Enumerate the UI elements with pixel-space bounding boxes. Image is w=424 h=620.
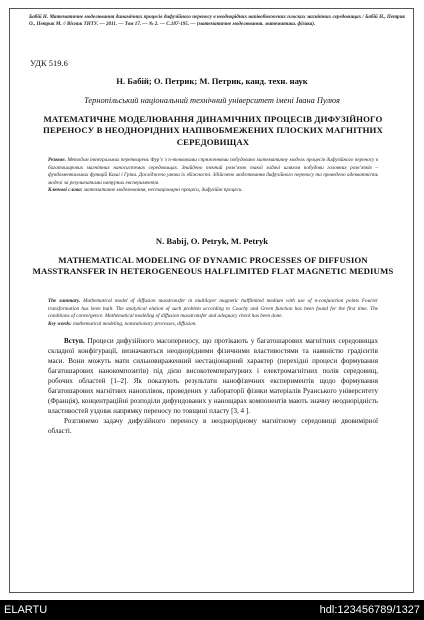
footer-bar — [0, 600, 424, 620]
title-english: MATHEMATICAL MODELING OF DYNAMIC PROCESSES OF DIFFUSION MASSTRANSFER IN HETEROGENEOUS HALFLIMITED FLAT MAGNETIC MEDIUMS — [32, 255, 394, 277]
paragraph-text: Розглянемо задачу дифузійного переносу в неоднорідному магнітному середовищі двовимірної області. — [48, 417, 378, 436]
section-heading: Вступ. — [64, 337, 85, 345]
handle-identifier[interactable]: hdl:123456789/1327 — [319, 604, 420, 616]
abstract-lead: Резюме. — [48, 157, 66, 163]
abstract-english — [48, 298, 378, 328]
paragraph — [48, 416, 378, 436]
body-text — [48, 336, 378, 436]
authors-english: N. Babij, O. Petryk, M. Petryk — [155, 236, 269, 246]
affiliation: Тернопільський національний технічний університет імені Івана Пулюя — [84, 96, 340, 105]
keywords-text: mathematical modeling, nonstationary processes, diffusion. — [73, 320, 197, 327]
title-ukrainian: МАТЕМАТИЧНЕ МОДЕЛЮВАННЯ ДИНАМІЧНИХ ПРОЦЕСІВ ДИФУЗІЙНОГО ПЕРЕНОСУ В НЕОДНОРІДНИХ НАПІВОБМЕЖЕНИХ ПЛОСКИХ МАГНІТНИХ СЕРЕДОВИЩАХ — [43, 114, 383, 147]
repository-name: ELARTU — [4, 604, 48, 616]
keywords-text: математичне моделювання, нестаціонарні процеси, дифузійні процеси. — [83, 187, 243, 194]
paragraph-text: Процеси дифузійного масопереносу, що протікають у багатошарових магнітних середовищах складної конфігурації, визначаються неоднорідними фізичними властивостями та наявністю градієнтів маси. Вони можуть мати сильновираженний нестаціонарний характер (перехідні процеси формування багатошарових нанокомпозитів) під дією високотемпературних і електромагнітних полів середовищ, робочих областей [1–2]. Як показують результати нанофізичних експериментів щодо формування багатошарових магнітних наноплівок, проведених у лабораторії фізики матеріалів Руанського університету (Франція), концентраційні розподіли дифундованих у нанощарах компонентів мають значну неоднорідність властивостей уздовж напрямку переносу по товщині пласту [3, 4 ]. — [48, 337, 378, 416]
authors-ukrainian: Н. Бабій; О. Петрик; М. Петрик, канд. техн. наук — [116, 76, 308, 86]
abstract-text: Методом інтегральних перетворень Фур’є з n-точковими спряженнями побудовано математичну модель процесів дифузійного переносу в багатошарових магнітних наносистемах середовищах. Знайдено точний розв’язок такої задачі шляхом побудови головних розв’язків – фундаментальних функцій Коші і Гріна. Досліджено умови їх збіжності. Здійснено моделювання дифузійного переносу та проведено адекватність моделі за результатами натурних експериментів. — [48, 157, 378, 186]
keywords-label: Ключові слова: — [48, 187, 83, 194]
abstract-text: Mathematical model of diffusion masstransfer in multilayer magnetic halflimited medium with use of n-conjunction points Fourier transformation has been built. The analytical elution of such problem according to Couchy and Green function has been found for the first time. The conditions of convergence. Mathematical modeling of diffusion masstransfer and adequacy check has been done. — [48, 298, 378, 320]
keywords-label: Key words: — [48, 320, 72, 327]
abstract-ukrainian — [48, 157, 378, 195]
citation-header: Бабій Н. Математичне моделювання динамічних процесів дифузійного переносу в неоднорідних напівобмежених плоских магнітних середовищах / Бабій Н., Петрик О., Петрик М. // Вісник ТНТУ. — 2011. — Том 17. — № 2. — С.187-195. — (математичне моделювання. математика. фізика). — [29, 14, 405, 28]
paragraph — [48, 336, 378, 416]
abstract-lead: The summary. — [48, 298, 81, 304]
udc-code: УДК 519.6 — [30, 58, 68, 68]
